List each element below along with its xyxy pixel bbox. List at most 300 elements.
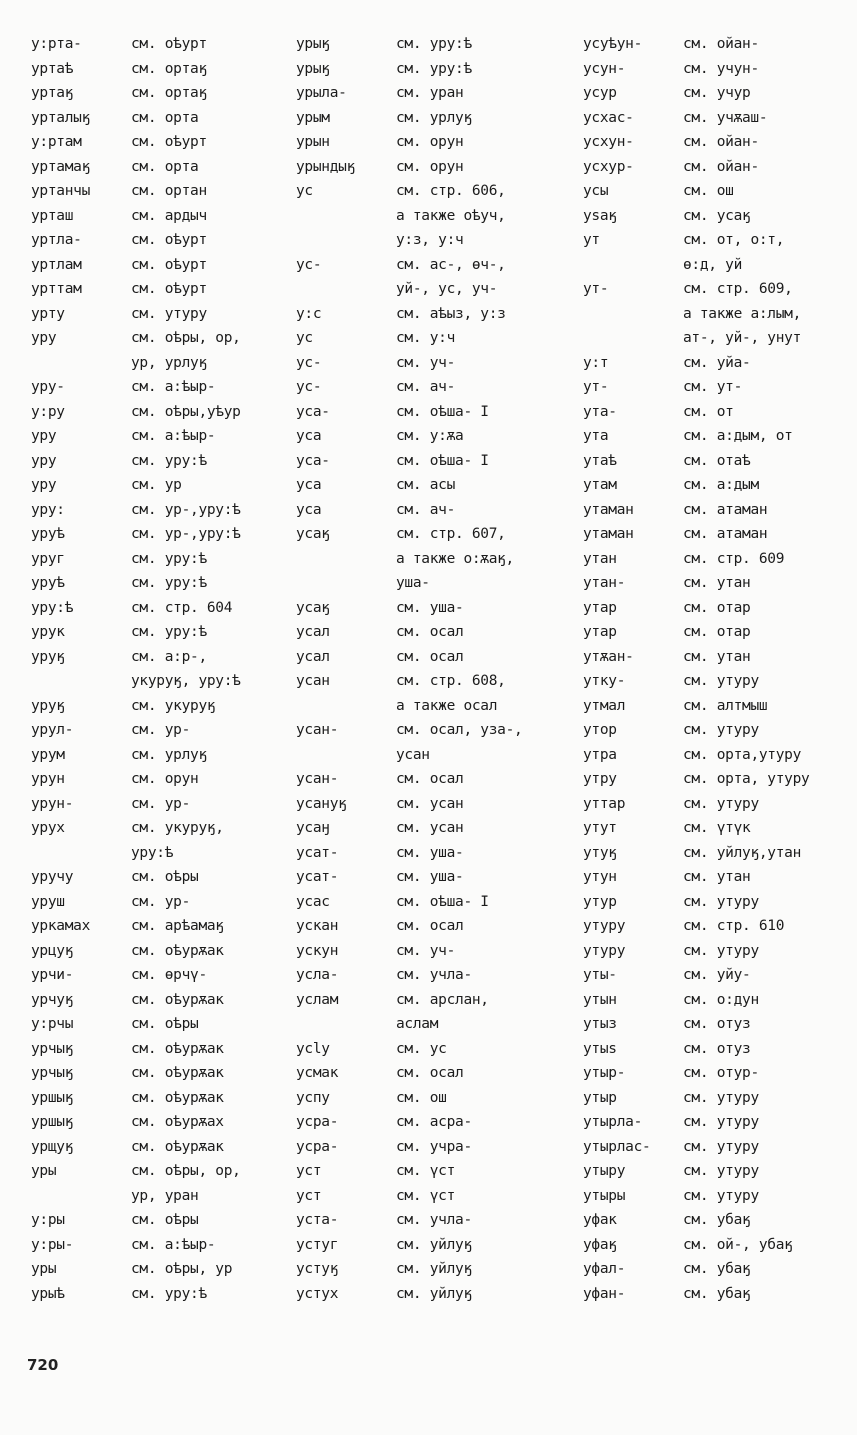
dictionary-entry	[296, 81, 522, 106]
entry-reference: см. ой-, убаӄ	[683, 1236, 793, 1253]
dictionary-entry	[296, 596, 522, 621]
dictionary-entry	[583, 988, 809, 1013]
dictionary-entry	[296, 1257, 522, 1282]
dictionary-entry	[296, 694, 522, 719]
entry-reference: а также а:лым,	[683, 305, 802, 322]
dictionary-entry	[31, 1282, 241, 1307]
entry-reference: см. убаӄ	[683, 1261, 751, 1277]
entry-reference: см. орун	[396, 134, 464, 150]
entry-reference: см. стр. 606,	[396, 183, 506, 199]
dictionary-entry	[583, 351, 809, 376]
entry-headword: утмал	[583, 697, 626, 714]
entry-headword: усан-	[296, 771, 339, 787]
entry-reference: см. утуру	[683, 1089, 759, 1106]
dictionary-entry	[583, 228, 809, 253]
entry-reference: см. ур-	[131, 893, 191, 910]
dictionary-entry	[296, 767, 522, 792]
dictionary-entry	[31, 375, 241, 400]
entry-headword: уруш	[31, 893, 65, 910]
dictionary-entry	[296, 424, 522, 449]
entry-reference: уша-	[396, 575, 430, 591]
entry-headword: успу	[296, 1089, 330, 1106]
entry-headword: урчи-	[31, 967, 74, 983]
entry-reference: см. орта	[131, 109, 199, 126]
entry-reference: см. урлуӄ	[131, 746, 207, 763]
entry-reference: см. оѣры	[131, 1016, 199, 1032]
entry-reference: см. ур-	[131, 795, 191, 812]
entry-headword: усра-	[296, 1138, 339, 1155]
entry-headword: ус-	[296, 256, 322, 273]
entry-reference: см. отаѣ	[683, 452, 751, 469]
entry-reference: см. уйу-	[683, 967, 751, 983]
dictionary-entry	[296, 1159, 522, 1184]
entry-headword: у:ры-	[31, 1236, 74, 1253]
entry-reference: см. оѣурѫак	[131, 1138, 224, 1155]
dictionary-entry	[296, 1233, 522, 1258]
entry-column-1	[31, 32, 241, 1306]
dictionary-entry	[31, 718, 241, 743]
dictionary-entry	[583, 743, 809, 768]
dictionary-entry	[31, 106, 241, 131]
entry-headword: усун-	[583, 60, 626, 77]
entry-reference: см. ойан-	[683, 134, 759, 150]
entry-headword: уру:	[31, 501, 65, 518]
entry-headword: утан	[583, 550, 617, 567]
entry-reference: а также оѣуч,	[396, 207, 506, 224]
entry-headword: уркамах	[31, 918, 91, 934]
entry-reference: см. ур-	[131, 722, 191, 738]
dictionary-entry	[583, 449, 809, 474]
entry-reference: см. ойан-	[683, 36, 759, 52]
dictionary-entry	[583, 375, 809, 400]
dictionary-entry	[583, 914, 809, 939]
entry-reference: а также осал	[396, 697, 498, 714]
entry-reference: см. о:дун	[683, 991, 759, 1008]
entry-headword: уртанчы	[31, 183, 91, 199]
entry-headword: у:с	[296, 305, 322, 322]
entry-headword: усаӄ	[296, 526, 330, 542]
dictionary-entry	[296, 400, 522, 425]
entry-reference: см. ут-	[683, 379, 743, 395]
dictionary-entry	[296, 890, 522, 915]
dictionary-entry	[296, 939, 522, 964]
entry-headword: уфал-	[583, 1261, 626, 1277]
entry-headword: урчыӄ	[31, 1065, 74, 1081]
entry-reference: см. а:дым	[683, 477, 759, 493]
dictionary-entry	[583, 645, 809, 670]
dictionary-entry	[583, 1257, 809, 1282]
entry-reference: см. утуру	[683, 1187, 759, 1204]
dictionary-entry	[296, 1086, 522, 1111]
dictionary-entry	[296, 106, 522, 131]
entry-headword: уста-	[296, 1212, 339, 1228]
entry-reference: см. осал, уза-,	[396, 722, 523, 738]
entry-reference: см. уру:ѣ	[396, 36, 472, 52]
entry-headword: ута	[583, 428, 609, 444]
entry-reference: см. оѣурт	[131, 36, 207, 52]
entry-reference: см. ортаӄ	[131, 60, 207, 77]
entry-headword: урчуӄ	[31, 991, 74, 1008]
entry-reference: см. ардыч	[131, 207, 207, 224]
entry-headword: уртла-	[31, 232, 82, 248]
entry-reference: см. а:дым, от	[683, 428, 793, 444]
entry-reference: уру:ѣ	[131, 844, 174, 861]
entry-reference: см. оѣры, ур	[131, 1261, 233, 1277]
entry-headword: уса	[296, 428, 322, 444]
entry-headword: ус	[296, 330, 313, 346]
entry-headword: утор	[583, 722, 617, 738]
entry-reference: см. осал	[396, 771, 464, 787]
entry-reference: см. уйлуӄ	[396, 1236, 472, 1253]
entry-reference: см. утуру	[683, 795, 759, 812]
dictionary-entry	[31, 963, 241, 988]
entry-reference: см. стр. 609,	[683, 281, 793, 297]
dictionary-entry	[31, 1110, 241, 1135]
entry-headword: урттам	[31, 281, 82, 297]
entry-reference: см. уйа-	[683, 354, 751, 371]
entry-headword: утут	[583, 820, 617, 836]
dictionary-entry	[583, 326, 809, 351]
entry-headword: утаман	[583, 501, 634, 518]
dictionary-entry	[583, 1233, 809, 1258]
entry-reference: см. оѣурт	[131, 281, 207, 297]
entry-headword: урчыӄ	[31, 1040, 74, 1057]
dictionary-entry	[296, 1208, 522, 1233]
entry-reference: см. отар	[683, 599, 751, 616]
entry-reference: см. от, о:т,	[683, 232, 785, 248]
entry-reference: см. ойан-	[683, 158, 759, 175]
entry-reference: см. от	[683, 403, 734, 420]
entry-reference: см. у:ч	[396, 330, 456, 346]
dictionary-entry	[31, 596, 241, 621]
dictionary-entry	[31, 1086, 241, 1111]
entry-headword: урум	[31, 746, 65, 763]
dictionary-entry	[31, 988, 241, 1013]
dictionary-entry	[583, 32, 809, 57]
entry-reference: см. утуру	[683, 893, 759, 910]
entry-reference: уй-, ус, уч-	[396, 281, 498, 297]
dictionary-entry	[31, 1159, 241, 1184]
dictionary-entry	[583, 522, 809, 547]
dictionary-entry	[296, 57, 522, 82]
entry-reference: см. ортаӄ	[131, 85, 207, 101]
entry-reference: см. атаман	[683, 526, 768, 542]
dictionary-entry	[583, 204, 809, 229]
entry-reference: см. ур-,уру:ѣ	[131, 501, 241, 518]
dictionary-entry	[296, 620, 522, 645]
entry-reference: см. оѣурѫак	[131, 1089, 224, 1106]
entry-headword: утку-	[583, 673, 626, 689]
entry-reference: ур, урлуӄ	[131, 354, 207, 371]
dictionary-entry	[31, 473, 241, 498]
dictionary-entry	[583, 1037, 809, 1062]
entry-reference: см. усан	[396, 795, 464, 812]
entry-reference: см. учур	[683, 85, 751, 101]
dictionary-entry	[31, 645, 241, 670]
dictionary-entry	[583, 1208, 809, 1233]
entry-reference: см. оѣша- I	[396, 893, 489, 910]
entry-headword: утуӄ	[583, 844, 617, 861]
entry-headword: уруѣ	[31, 526, 65, 542]
entry-reference: см. уран	[396, 85, 464, 101]
entry-headword: усур	[583, 85, 617, 101]
dictionary-entry	[31, 1037, 241, 1062]
dictionary-entry	[583, 571, 809, 596]
entry-headword: уруг	[31, 550, 65, 567]
dictionary-entry	[296, 547, 522, 572]
entry-reference: см. ус	[396, 1040, 447, 1057]
dictionary-entry	[583, 1061, 809, 1086]
entry-reference: см. оѣурт	[131, 232, 207, 248]
entry-headword: ута-	[583, 403, 617, 420]
entry-reference: см. оѣурт	[131, 256, 207, 273]
entry-reference: см. урлуӄ	[396, 109, 472, 126]
entry-headword: утур	[583, 893, 617, 910]
dictionary-entry	[583, 694, 809, 719]
dictionary-entry	[583, 1159, 809, 1184]
entry-reference: см. оѣша- I	[396, 452, 489, 469]
dictionary-entry	[583, 498, 809, 523]
entry-headword: уттар	[583, 795, 626, 812]
entry-headword: уртамаӄ	[31, 158, 91, 175]
dictionary-entry	[583, 253, 809, 278]
entry-reference: см. уша-	[396, 844, 464, 861]
entry-reference: см. утуру	[683, 1138, 759, 1155]
entry-reference: см. утуру	[683, 722, 759, 738]
entry-headword: урталыӄ	[31, 109, 91, 126]
dictionary-entry	[31, 1012, 241, 1037]
entry-reference: см. уру:ѣ	[131, 550, 207, 567]
entry-headword: утырлас-	[583, 1138, 651, 1155]
dictionary-entry	[296, 179, 522, 204]
entry-column-2	[296, 32, 522, 1306]
dictionary-entry	[583, 1110, 809, 1135]
entry-headword: усуѣун-	[583, 36, 643, 52]
entry-headword: уршыӄ	[31, 1114, 74, 1130]
entry-reference: ат-, уй-, унут	[683, 330, 802, 346]
dictionary-entry	[31, 939, 241, 964]
dictionary-entry	[296, 669, 522, 694]
entry-headword: усхас-	[583, 109, 634, 126]
entry-headword: у:рта-	[31, 36, 82, 52]
entry-headword: утуру	[583, 918, 626, 934]
dictionary-entry	[296, 326, 522, 351]
entry-headword: урун-	[31, 795, 74, 812]
entry-headword: урщуӄ	[31, 1138, 74, 1155]
entry-headword: уты-	[583, 967, 617, 983]
dictionary-entry	[296, 498, 522, 523]
entry-reference: см. а:р-,	[131, 648, 207, 665]
entry-reference: см. оѣурѫак	[131, 942, 224, 959]
entry-headword: утаман	[583, 526, 634, 542]
entry-reference: см. у:ѫа	[396, 428, 464, 444]
entry-headword: урыѣ	[31, 1285, 65, 1302]
dictionary-entry	[31, 130, 241, 155]
dictionary-entry	[31, 400, 241, 425]
entry-reference: см. учла-	[396, 1212, 472, 1228]
entry-headword: уры	[31, 1163, 57, 1179]
dictionary-entry	[583, 473, 809, 498]
entry-headword: усал	[296, 648, 330, 665]
entry-headword: утаѣ	[583, 452, 617, 469]
entry-reference: см. оѣры	[131, 1212, 199, 1228]
entry-headword: уру	[31, 477, 57, 493]
dictionary-entry	[31, 302, 241, 327]
entry-reference: см. утан	[683, 648, 751, 665]
entry-reference: см. орта, утуру	[683, 771, 810, 787]
entry-reference: см. ач-	[396, 501, 456, 518]
entry-headword: урук	[31, 624, 65, 640]
dictionary-entry	[296, 645, 522, 670]
entry-reference: см. стр. 610	[683, 918, 785, 934]
entry-reference: см. учѫаш-	[683, 109, 768, 126]
entry-headword: у:ру	[31, 403, 65, 420]
entry-reference: см. осал	[396, 1065, 464, 1081]
entry-reference: усан	[396, 746, 430, 763]
dictionary-entry	[31, 228, 241, 253]
entry-reference: см. уйлуӄ	[396, 1285, 472, 1302]
entry-headword: утыры	[583, 1187, 626, 1204]
entry-reference: см. оѣурѫах	[131, 1114, 224, 1130]
entry-reference: см. арѣамаӄ	[131, 918, 224, 934]
entry-reference: аслам	[396, 1016, 439, 1032]
entry-reference: см. уйлуӄ	[396, 1261, 472, 1277]
dictionary-entry	[31, 1061, 241, 1086]
entry-reference: см. ур-,уру:ѣ	[131, 526, 241, 542]
entry-reference: см. үтүк	[683, 820, 751, 836]
dictionary-entry	[296, 32, 522, 57]
dictionary-entry	[31, 767, 241, 792]
dictionary-entry	[296, 1061, 522, 1086]
entry-reference: см. ур	[131, 477, 182, 493]
dictionary-entry	[296, 253, 522, 278]
entry-headword: усхун-	[583, 134, 634, 150]
dictionary-entry	[583, 424, 809, 449]
entry-headword: у:рчы	[31, 1016, 74, 1032]
dictionary-entry	[583, 890, 809, 915]
entry-headword: утра	[583, 746, 617, 763]
entry-headword: услам	[296, 991, 339, 1008]
entry-reference: см. уша-	[396, 869, 464, 885]
dictionary-entry	[31, 57, 241, 82]
entry-headword: уртлам	[31, 256, 82, 273]
dictionary-entry	[31, 669, 241, 694]
dictionary-entry	[31, 253, 241, 278]
dictionary-entry	[31, 1135, 241, 1160]
entry-reference: см. утуру	[683, 1114, 759, 1130]
entry-headword: усхур-	[583, 158, 634, 175]
dictionary-entry	[583, 277, 809, 302]
entry-reference: см. уч-	[396, 354, 456, 371]
dictionary-entry	[296, 1110, 522, 1135]
dictionary-entry	[296, 1282, 522, 1307]
dictionary-entry	[31, 1233, 241, 1258]
dictionary-entry	[31, 351, 241, 376]
entry-reference: см. оѣурѫак	[131, 1040, 224, 1057]
entry-reference: см. оѣры, ор,	[131, 330, 241, 346]
dictionary-entry	[31, 571, 241, 596]
entry-reference: см. а:ѣыр-	[131, 379, 216, 395]
entry-headword: урыӄ	[296, 36, 330, 52]
dictionary-entry	[583, 841, 809, 866]
entry-headword: урташ	[31, 207, 74, 224]
dictionary-entry	[31, 81, 241, 106]
entry-reference: см. үст	[396, 1187, 456, 1204]
dictionary-entry	[296, 816, 522, 841]
entry-headword: утар	[583, 624, 617, 640]
entry-reference: см. усаӄ	[683, 207, 751, 224]
entry-reference: см. стр. 609	[683, 550, 785, 567]
entry-headword: ус-	[296, 354, 322, 371]
entry-reference: см. уру:ѣ	[131, 575, 207, 591]
entry-headword: устух	[296, 1285, 339, 1302]
dictionary-entry	[583, 130, 809, 155]
dictionary-entry	[296, 351, 522, 376]
entry-headword: утыру	[583, 1163, 626, 1179]
entry-headword: утыр	[583, 1089, 617, 1106]
entry-headword: урцуӄ	[31, 942, 74, 959]
entry-headword: утыѕ	[583, 1040, 617, 1057]
entry-headword: уру-	[31, 379, 65, 395]
dictionary-entry	[296, 1012, 522, 1037]
dictionary-entry	[583, 547, 809, 572]
entry-reference: см. ач-	[396, 379, 456, 395]
dictionary-entry	[31, 914, 241, 939]
dictionary-entry	[583, 669, 809, 694]
entry-reference: см. ортан	[131, 183, 207, 199]
dictionary-entry	[296, 963, 522, 988]
entry-reference: см. учун-	[683, 60, 759, 77]
entry-headword: ус-	[296, 379, 322, 395]
entry-reference: см. учла-	[396, 967, 472, 983]
entry-headword: уры	[31, 1261, 57, 1277]
dictionary-entry	[583, 718, 809, 743]
dictionary-entry	[31, 32, 241, 57]
entry-headword: уру	[31, 428, 57, 444]
entry-headword: уст	[296, 1163, 322, 1179]
entry-reference: см. стр. 608,	[396, 673, 506, 689]
dictionary-entry	[583, 939, 809, 964]
entry-headword: уруӄ	[31, 648, 65, 665]
entry-headword: устуг	[296, 1236, 339, 1253]
entry-headword: уса	[296, 477, 322, 493]
entry-reference: см. арслан,	[396, 991, 489, 1008]
dictionary-entry	[31, 522, 241, 547]
entry-reference: см. отуз	[683, 1016, 751, 1032]
entry-headword: уруӄ	[31, 697, 65, 714]
dictionary-entry	[296, 228, 522, 253]
dictionary-entry	[296, 988, 522, 1013]
entry-headword: усас	[296, 893, 330, 910]
dictionary-entry	[296, 1135, 522, 1160]
entry-reference: а также о:ѫаӄ,	[396, 550, 514, 567]
dictionary-entry	[31, 792, 241, 817]
dictionary-entry	[296, 277, 522, 302]
dictionary-entry	[583, 865, 809, 890]
entry-reference: см. убаӄ	[683, 1285, 751, 1302]
page-number: 720	[27, 1356, 59, 1374]
entry-reference: у:з, у:ч	[396, 232, 464, 248]
entry-headword: утын	[583, 991, 617, 1008]
entry-reference: см. орта	[131, 158, 199, 175]
dictionary-entry	[31, 841, 241, 866]
entry-headword: усан-	[296, 722, 339, 738]
entry-reference: см. өрчү-	[131, 967, 207, 983]
entry-reference: см. уру:ѣ	[131, 1285, 207, 1302]
entry-reference: см. уру:ѣ	[131, 624, 207, 640]
dictionary-entry	[296, 473, 522, 498]
dictionary-entry	[31, 498, 241, 523]
